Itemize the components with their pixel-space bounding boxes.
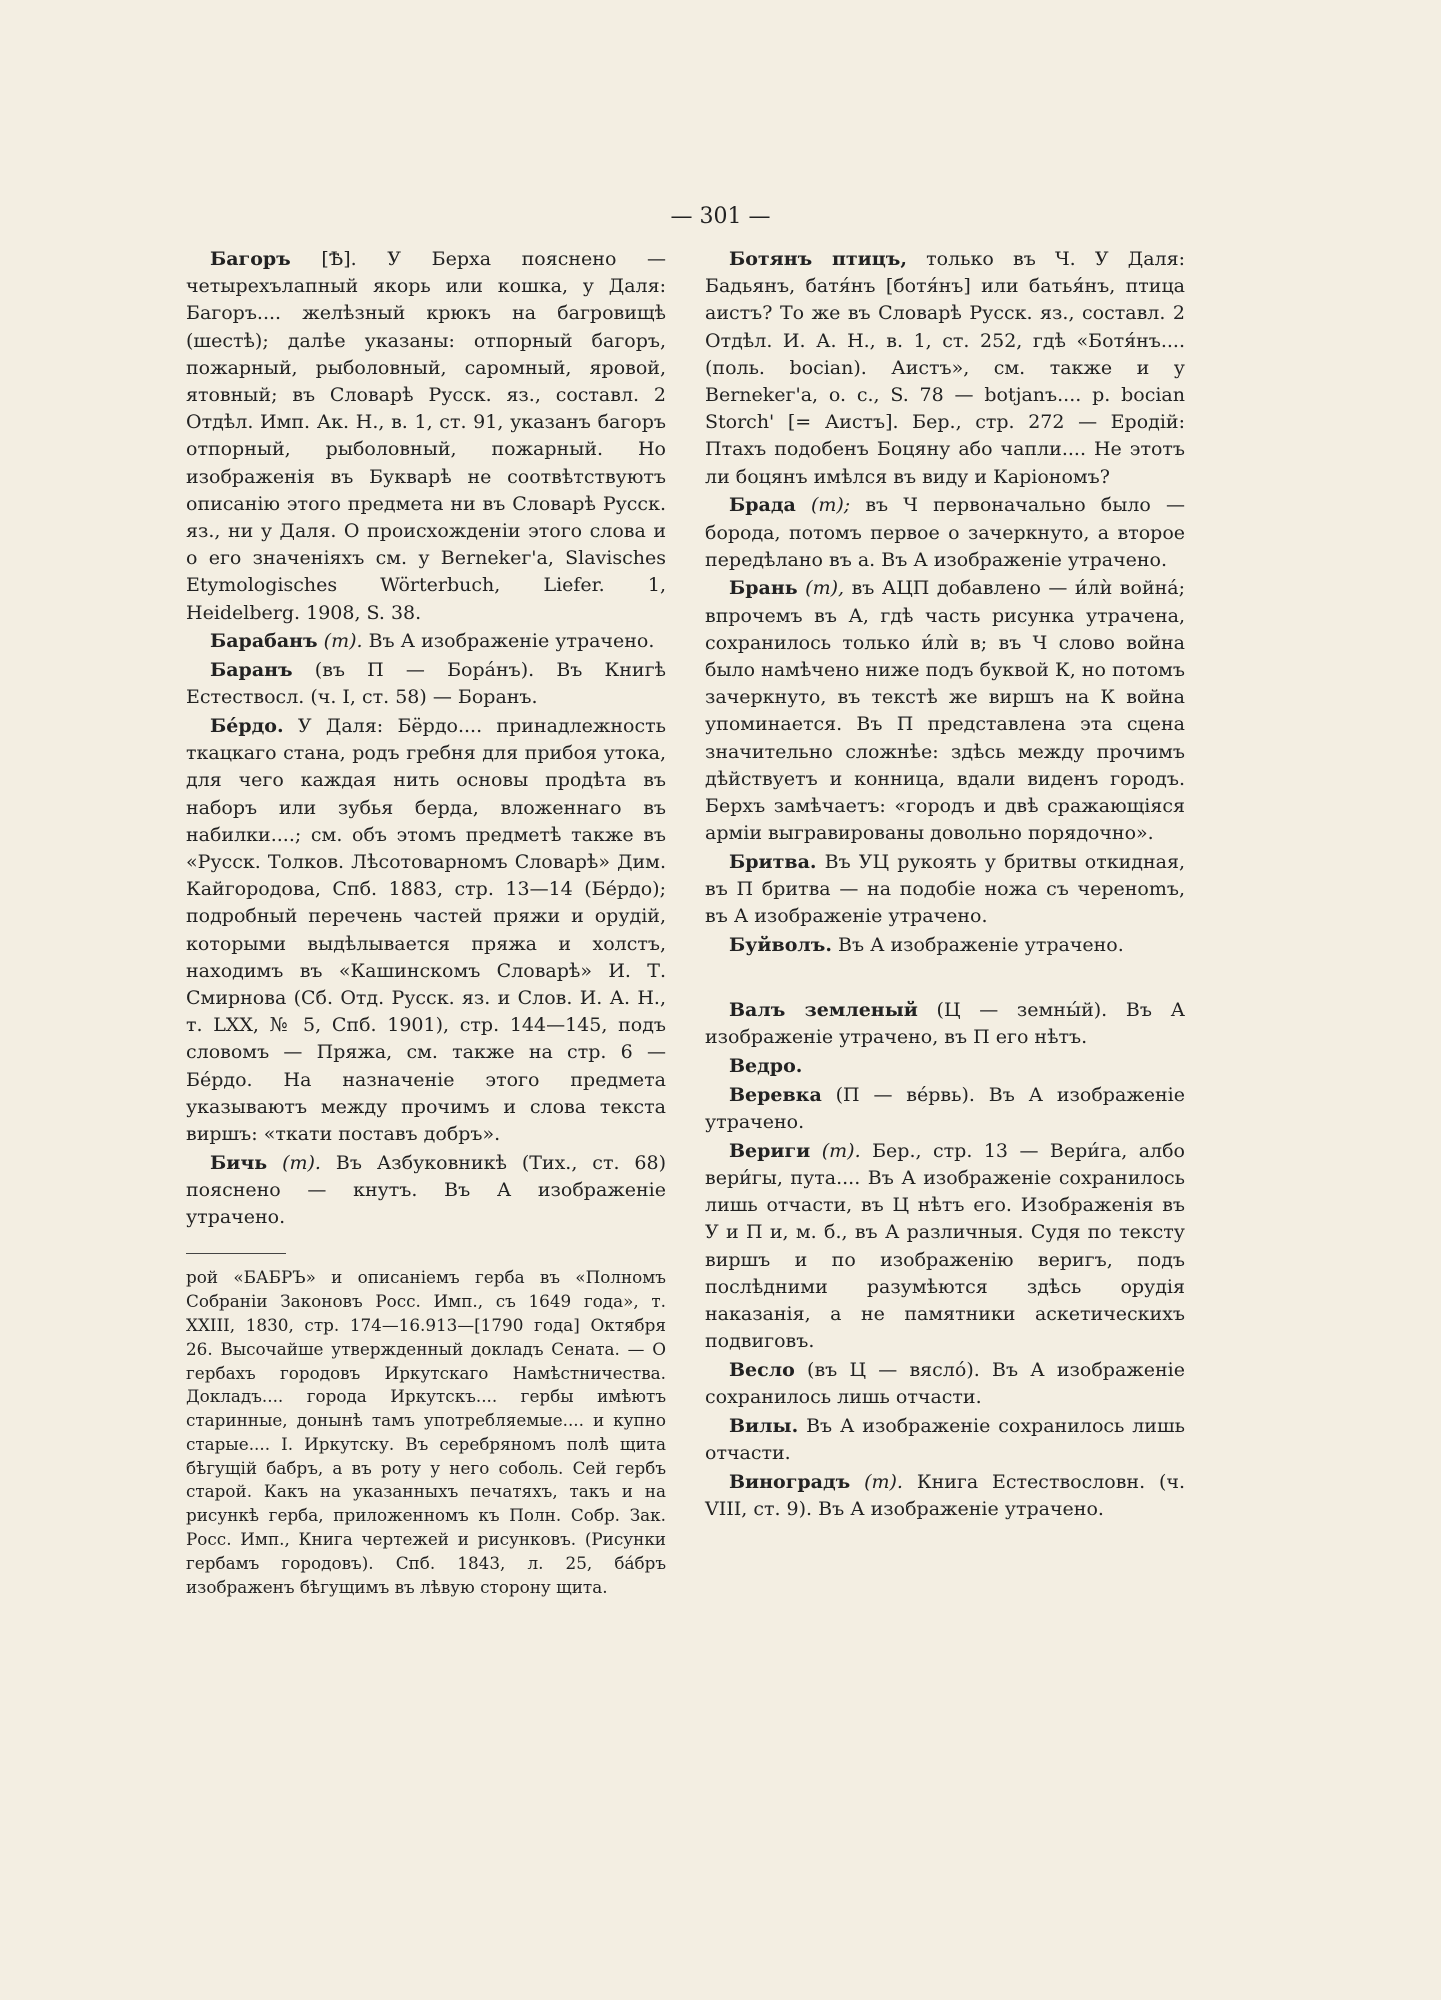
entry-note: (т); <box>810 494 851 517</box>
entry-text: У Даля: Бёрдо.... принадлежность ткацкаго стана, родъ гребня для прибоя утока, для чего каждая нить основы продѣта въ наборъ или зубья берда, вложеннаго въ набилки....; см. объ этомъ предметѣ также въ «Русск. Толков. Лѣсотоварномъ Словарѣ» Дим. Кайгородова, Спб. 1883, стр. 13—14 (Бе́рдо); подробный перечень частей пряжи и орудій, которыми выдѣлывается пряжа и холстъ, находимъ въ «Кашинскомъ Словарѣ» И. Т. Смирнова (Сб. Отд. Русск. яз. и Слов. И. А. Н., т. LXX, № 5, Спб. 1901), стр. 144—145, подъ словомъ — Пряжа, см. также на стр. 6 — Бе́рдо. На назначеніе этого предмета указываютъ между прочимъ и слова текста виршъ: «ткати поставъ добръ». <box>186 714 666 1145</box>
dictionary-entry <box>705 492 1185 574</box>
dictionary-entry <box>705 1357 1185 1411</box>
entry-note: (т). <box>282 1151 321 1174</box>
entry-headword: Ботянъ птицъ, <box>729 248 907 270</box>
dictionary-entry <box>186 1150 666 1232</box>
entry-note: (т). <box>821 1139 861 1162</box>
dictionary-entry <box>186 657 666 711</box>
footnote: рой «БАБРЪ» и описаніемъ герба въ «Полномъ Собраніи Законовъ Росс. Имп., съ 1649 года», т. XXIII, 1830, стр. 174—16.913—[1790 года] Октября 26. Высочайше утвержденный докладъ Сената. — О гербахъ городовъ Иркутскаго Намѣстничества. Докладъ.... города Иркутскъ.... гербы имѣютъ старинные, донынѣ тамъ употребляемые.... и купно старые.... I. Иркутску. Въ серебряномъ полѣ щита бѣгущій бабръ, а въ роту у него соболь. Сей гербъ старой. Какъ на указанныхъ печатяхъ, такъ и на рисункѣ герба, приложенномъ къ Полн. Собр. Зак. Росс. Имп., Книга чертежей и рисунковъ. (Рисунки гербамъ городовъ). Спб. 1843, л. 25, ба́бръ изображенъ бѣгущимъ въ лѣвую сторону щита. <box>186 1267 666 1597</box>
entry-note: (т). <box>323 630 363 653</box>
entry-text: (въ П — Бора́нъ). Въ Книгѣ Естествосл. (ч. I, ст. 58) — Боранъ. <box>186 659 666 709</box>
entry-headword: Вилы. <box>729 1414 799 1437</box>
left-column <box>186 246 666 1599</box>
right-column <box>705 246 1185 1525</box>
entry-headword: Буйволъ. <box>729 934 832 957</box>
entry-text: Въ Азбуковникѣ (Тих., ст. 68) пояснено — кнутъ. Въ А изображеніе утрачено. <box>186 1151 667 1229</box>
entry-headword: Бе́рдо. <box>210 714 284 737</box>
entry-text: въ Ч первоначально было — борода, потомъ первое о зачеркнуто, а второе передѣлано въ а. Въ А изображеніе утрачено. <box>705 494 1186 571</box>
dictionary-entry <box>705 997 1185 1051</box>
dictionary-entry <box>186 246 666 627</box>
entry-headword: Брань <box>729 577 798 600</box>
entry-note: (т), <box>805 577 845 600</box>
entry-text: только въ Ч. У Даля: Бадьянъ, батя́нъ [ботя́нъ] или батья́нъ, птица аистъ? То же въ Словарѣ Русск. яз., составл. 2 Отдѣл. И. А. Н., в. 1, ст. 252, гдѣ «Ботя́нъ.... (поль. bocian). Аистъ», см. также и у Bernekег'a, o. c., S. 78 — botjanъ.... p. bocian Storch' [= Аистъ]. Бер., стр. 272 — Еродій: Птахъ подобенъ Боцяну або чапли.... Не этотъ ли боцянъ имѣлся въ виду и Каріономъ? <box>705 248 1186 488</box>
entry-headword: Весло <box>729 1358 795 1381</box>
dictionary-entry <box>705 1138 1185 1356</box>
dictionary-entry <box>705 1413 1185 1467</box>
entry-headword: Брада <box>729 494 796 517</box>
entry-text: Въ УЦ рукоять у бритвы откидная, въ П бритва — на подобіе ножа съ черенomъ, въ А изображеніе утрачено. <box>705 850 1185 928</box>
page-number: — 301 — <box>670 204 771 229</box>
dictionary-entry <box>705 1469 1185 1523</box>
entry-headword: Баранъ <box>210 659 293 682</box>
entry-text: (Ц — земны́й). Въ А изображеніе утрачено, въ П его нѣтъ. <box>705 999 1185 1049</box>
entry-text: Въ А изображеніе сохранилось лишь отчасти. <box>705 1414 1185 1465</box>
dictionary-entry <box>705 1082 1185 1136</box>
left-entries <box>186 246 666 1231</box>
entry-headword: Барабанъ <box>210 630 318 653</box>
dictionary-entry <box>186 713 666 1148</box>
entry-headword: Веревка <box>729 1083 822 1106</box>
entry-note: (т). <box>864 1470 903 1493</box>
dictionary-entry <box>705 575 1185 847</box>
right-entries <box>705 246 1185 1523</box>
entry-text: (въ Ц — вясло́). Въ А изображеніе сохранилось лишь отчасти. <box>705 1358 1185 1409</box>
entry-text: Бер., стр. 13 — Вери́га, албо вери́гы, пута.... Въ А изображеніе сохранилось лишь отчасти, въ Ц нѣтъ его. Изображенія въ У и П и, м. б., въ А различныя. Судя по тексту виршъ и по изображенію веригъ, подъ послѣдними разумѣются здѣсь орудія наказанія, а не памятники аскетическихъ подвиговъ. <box>705 1139 1185 1353</box>
entry-text: (П — ве́рвь). Въ А изображеніе утрачено. <box>705 1083 1185 1134</box>
dictionary-entry <box>705 246 1185 491</box>
footnote-divider <box>186 1253 286 1254</box>
entry-headword: Валъ земленый <box>729 999 918 1022</box>
entry-headword: Виноградъ <box>729 1470 851 1493</box>
entry-text: въ АЦП добавлено — и́лѝ война́; впрочемъ въ А, гдѣ часть рисунка утрачена, сохранилось только и́лѝ в; въ Ч слово война было намѣчено ниже подъ буквой К, но потомъ зачеркнуто, въ текстѣ же виршъ на К война упоминается. Въ П представлена эта сцена значительно сложнѣе: здѣсь между прочимъ дѣйствуетъ и конница, вдали виденъ городъ. Берхъ замѣчаетъ: «городъ и двѣ сражающіяся арміи выгравированы довольно порядочно». <box>705 577 1186 845</box>
entry-headword: Ведро. <box>729 1055 803 1078</box>
entry-headword: Бритва. <box>729 850 817 873</box>
dictionary-entry <box>705 849 1185 931</box>
entry-headword: Вериги <box>729 1139 811 1162</box>
dictionary-entry <box>705 932 1185 959</box>
dictionary-entry <box>705 1053 1185 1080</box>
entry-headword: Багоръ <box>210 248 291 270</box>
entry-text: Книга Естествословн. (ч. VIII, ст. 9). Въ А изображеніе утрачено. <box>705 1470 1186 1520</box>
entry-text: Въ А изображеніе утрачено. <box>838 934 1124 957</box>
entry-text: Въ А изображеніе утрачено. <box>368 630 655 653</box>
entry-headword: Бичь <box>210 1151 268 1174</box>
dictionary-entry <box>186 628 666 655</box>
entry-text: [Ѣ]. У Берха пояснено — четырехълапный якорь или кошка, у Даля: Багоръ.... желѣзный крюкъ на багровищѣ (шестѣ); далѣе указаны: отпорный багоръ, пожарный, рыболовный, саромный, яровой, ятовный; въ Словарѣ Русск. яз., составл. 2 Отдѣл. Имп. Ак. Н., в. 1, ст. 91, указанъ багоръ отпорный, рыболовный, пожарный. Но изображенія въ Букварѣ не соотвѣтствуютъ описанію этого предмета ни въ Словарѣ Русск. яз., ни у Даля. О происхожденіи этого слова и о его значеніяхъ см. у Bernekeг'a, Slavisches Etymologisches Wörterbuch, Liefer. 1, Heidelberg. 1908, S. 38. <box>186 248 666 624</box>
